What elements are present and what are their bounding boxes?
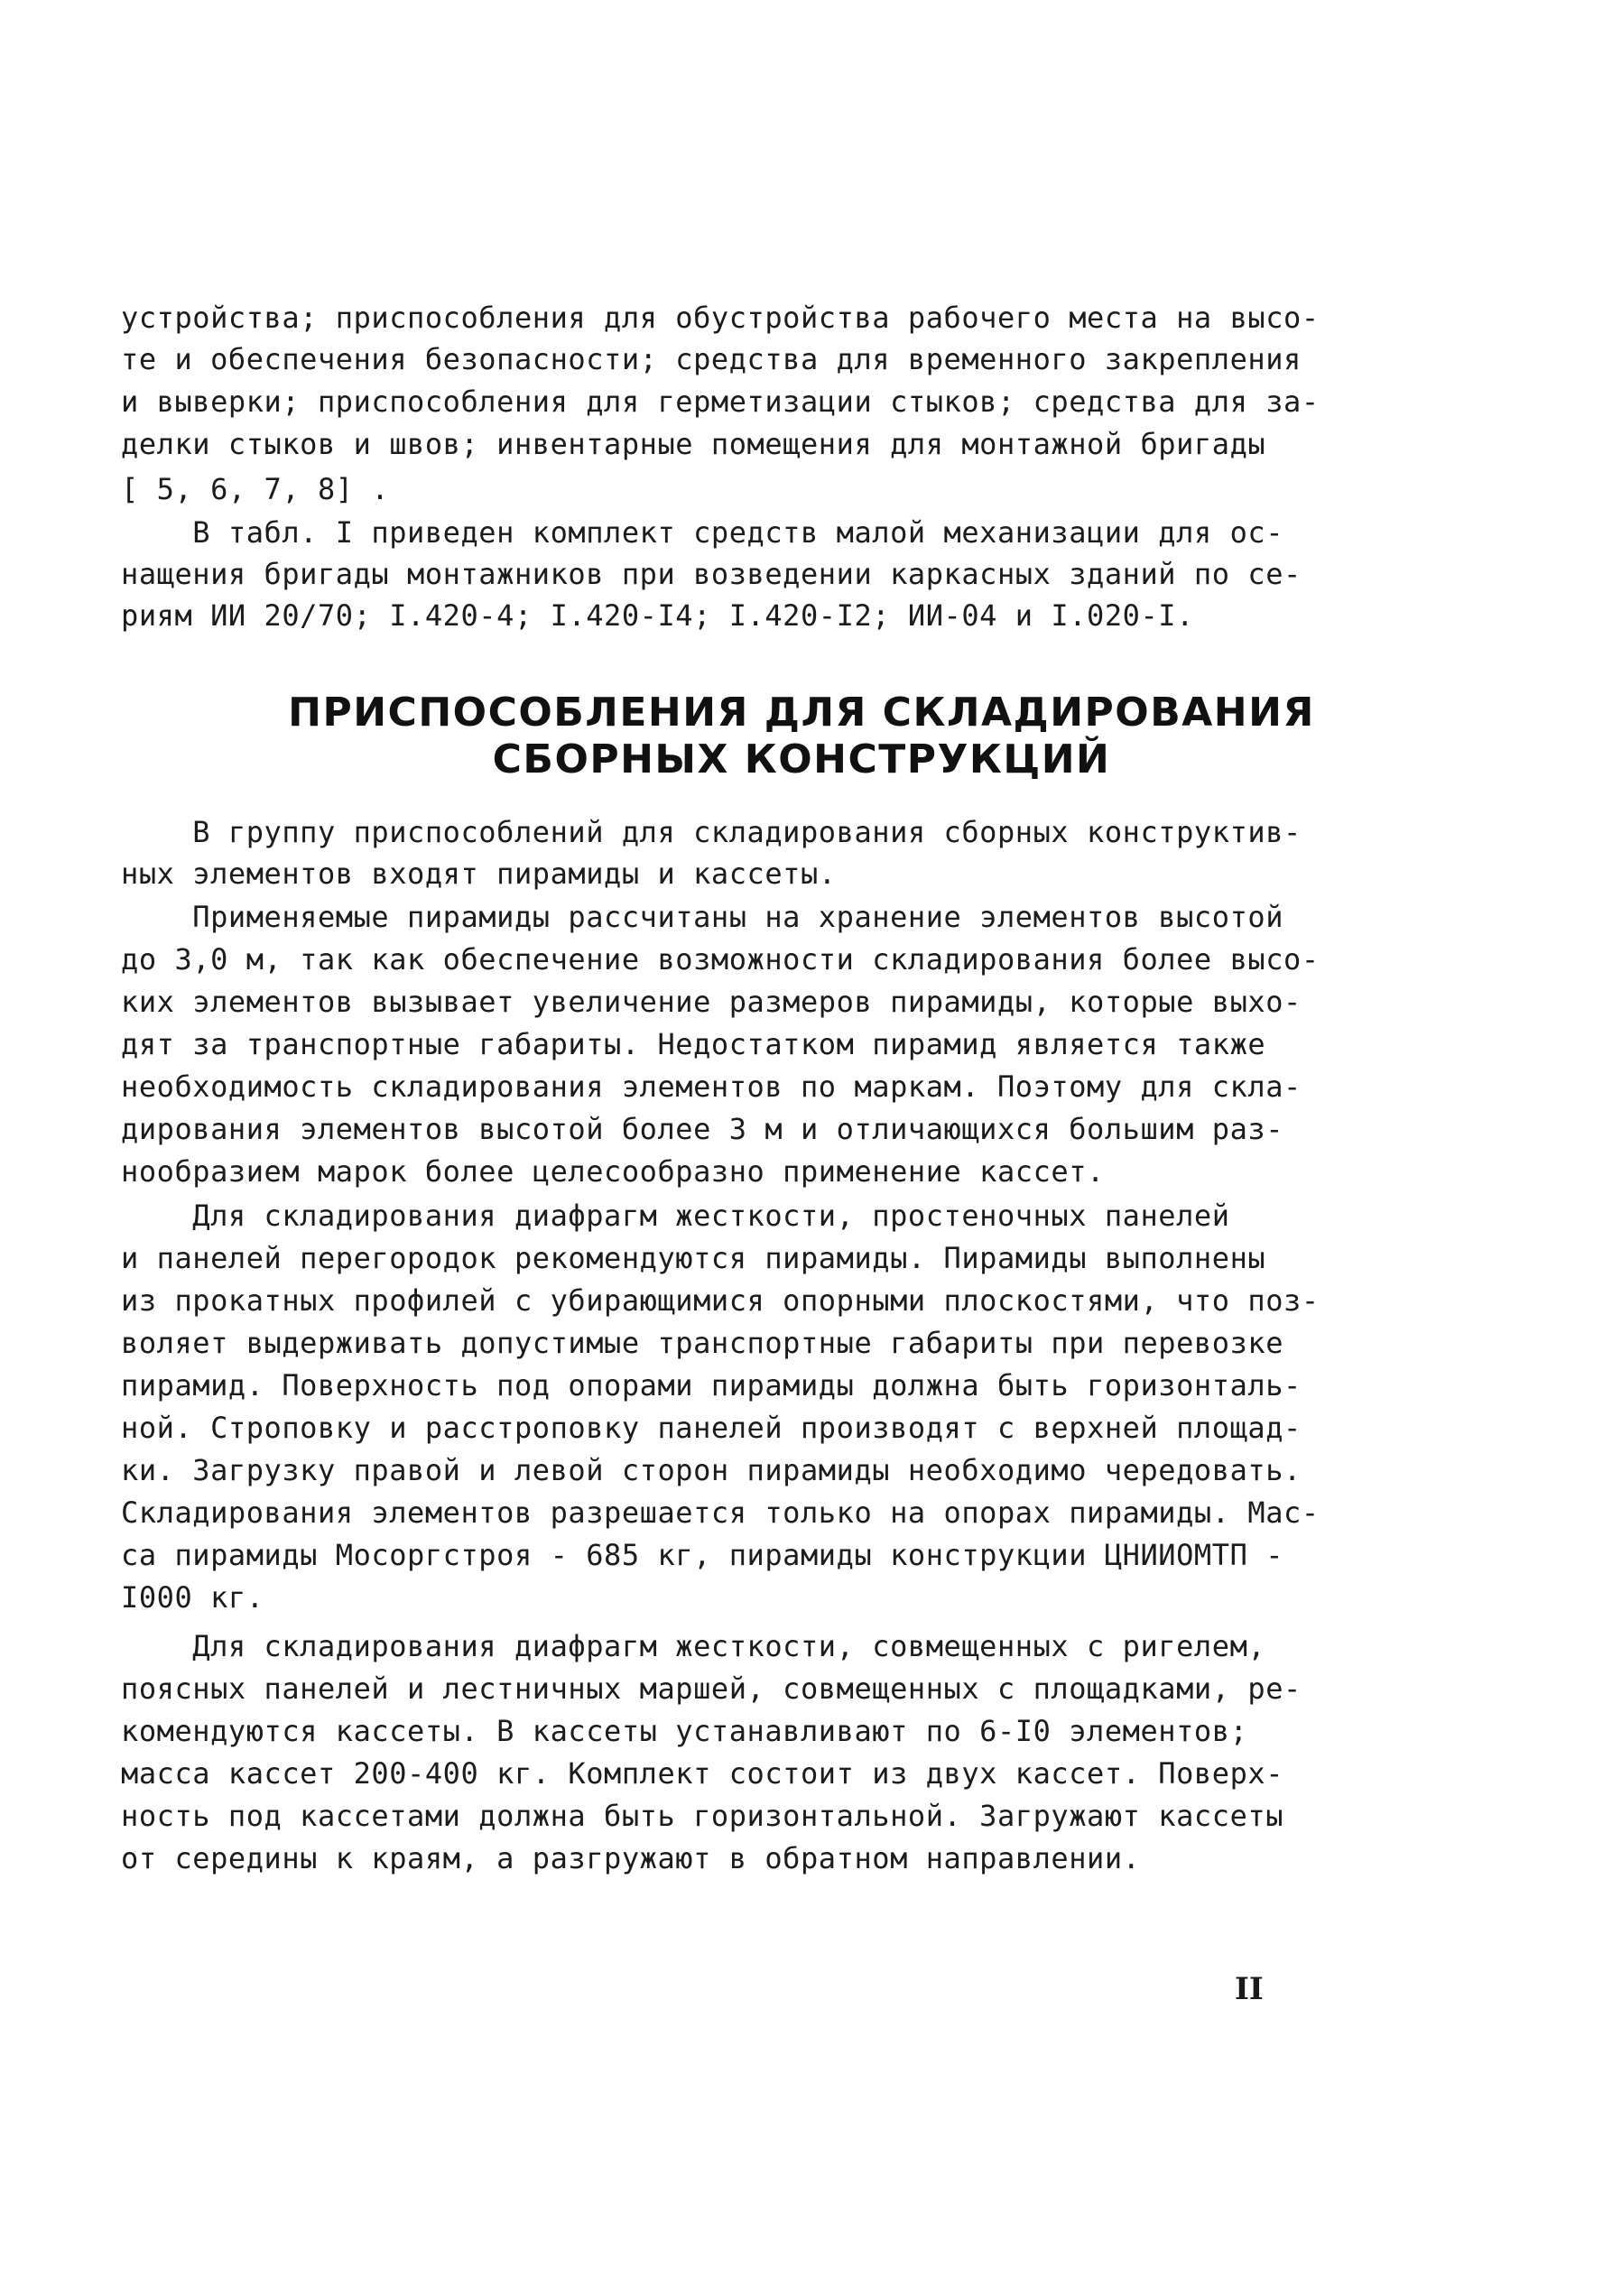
text-line: комендуются кассеты. В кассеты устанавливают по 6-I0 элементов; bbox=[121, 1714, 1248, 1748]
text-line: I000 кг. bbox=[121, 1580, 264, 1615]
text-line: ки. Загрузку правой и левой сторон пирамиды необходимо чередовать. bbox=[121, 1453, 1302, 1487]
citation-line: [ 5, 6, 7, 8] . bbox=[121, 472, 390, 506]
text-line: и выверки; приспособления для герметизации стыков; средства для за- bbox=[121, 384, 1320, 419]
section-heading-line-2: СБОРНЫХ КОНСТРУКЦИЙ bbox=[492, 736, 1111, 782]
text-line: пирамид. Поверхность под опорами пирамиды должна быть горизонталь- bbox=[121, 1368, 1302, 1403]
section-heading-line-1: ПРИСПОСОБЛЕНИЯ ДЛЯ СКЛАДИРОВАНИЯ bbox=[288, 690, 1315, 736]
text-line: Складирования элементов разрешается только на опорах пирамиды. Мас- bbox=[121, 1495, 1320, 1530]
text-line: нащения бригады монтажников при возведении каркасных зданий по се- bbox=[121, 557, 1302, 591]
text-line: и панелей перегородок рекомендуются пирамиды. Пирамиды выполнены bbox=[121, 1241, 1266, 1275]
text-line: Для складирования диафрагм жесткости, совмещенных с ригелем, bbox=[121, 1629, 1266, 1663]
text-line: необходимость складирования элементов по маркам. Поэтому для скла- bbox=[121, 1069, 1302, 1104]
text-line: из прокатных профилей с убирающимися опорными плоскостями, что поз- bbox=[121, 1283, 1320, 1318]
text-line: устройства; приспособления для обустройства рабочего места на высо- bbox=[121, 301, 1320, 335]
text-line: ких элементов вызывает увеличение размеров пирамиды, которые выхо- bbox=[121, 985, 1302, 1019]
text-line: дят за транспортные габариты. Недостатком пирамид является также bbox=[121, 1027, 1266, 1061]
text-line: масса кассет 200-400 кг. Комплект состоит из двух кассет. Поверх- bbox=[121, 1756, 1284, 1791]
text-line: воляет выдерживать допустимые транспортные габариты при перевозке bbox=[121, 1326, 1284, 1360]
text-line: риям ИИ 20/70; I.420-4; I.420-I4; I.420-I2; ИИ-04 и I.020-I. bbox=[121, 598, 1194, 633]
text-line: Для складирования диафрагм жесткости, простеночных панелей bbox=[121, 1199, 1230, 1233]
text-line: В группу приспособлений для складирования сборных конструктив- bbox=[121, 815, 1302, 849]
text-line: ных элементов входят пирамиды и кассеты. bbox=[121, 856, 837, 891]
text-line: поясных панелей и лестничных маршей, совмещенных с площадками, ре- bbox=[121, 1671, 1302, 1706]
text-line: ность под кассетами должна быть горизонтальной. Загружают кассеты bbox=[121, 1799, 1284, 1833]
text-line: са пирамиды Мосоргстроя - 685 кг, пирамиды конструкции ЦНИИОМТП - bbox=[121, 1538, 1284, 1572]
text-line: Применяемые пирамиды рассчитаны на хранение элементов высотой bbox=[121, 900, 1284, 934]
text-line: нообразием марок более целесообразно применение кассет. bbox=[121, 1154, 1105, 1189]
text-line: В табл. I приведен комплект средств малой механизации для ос- bbox=[121, 515, 1284, 550]
text-line: ной. Строповку и расстроповку панелей производят с верхней площад- bbox=[121, 1411, 1302, 1445]
text-line: делки стыков и швов; инвентарные помещения для монтажной бригады bbox=[121, 427, 1266, 461]
text-line: те и обеспечения безопасности; средства для временного закрепления bbox=[121, 342, 1302, 376]
text-line: дирования элементов высотой более 3 м и отличающихся большим раз- bbox=[121, 1112, 1284, 1146]
page-number: II bbox=[1235, 1971, 1264, 2007]
text-line: от середины к краям, а разгружают в обратном направлении. bbox=[121, 1841, 1141, 1875]
text-line: до 3,0 м, так как обеспечение возможности складирования более высо- bbox=[121, 942, 1320, 977]
